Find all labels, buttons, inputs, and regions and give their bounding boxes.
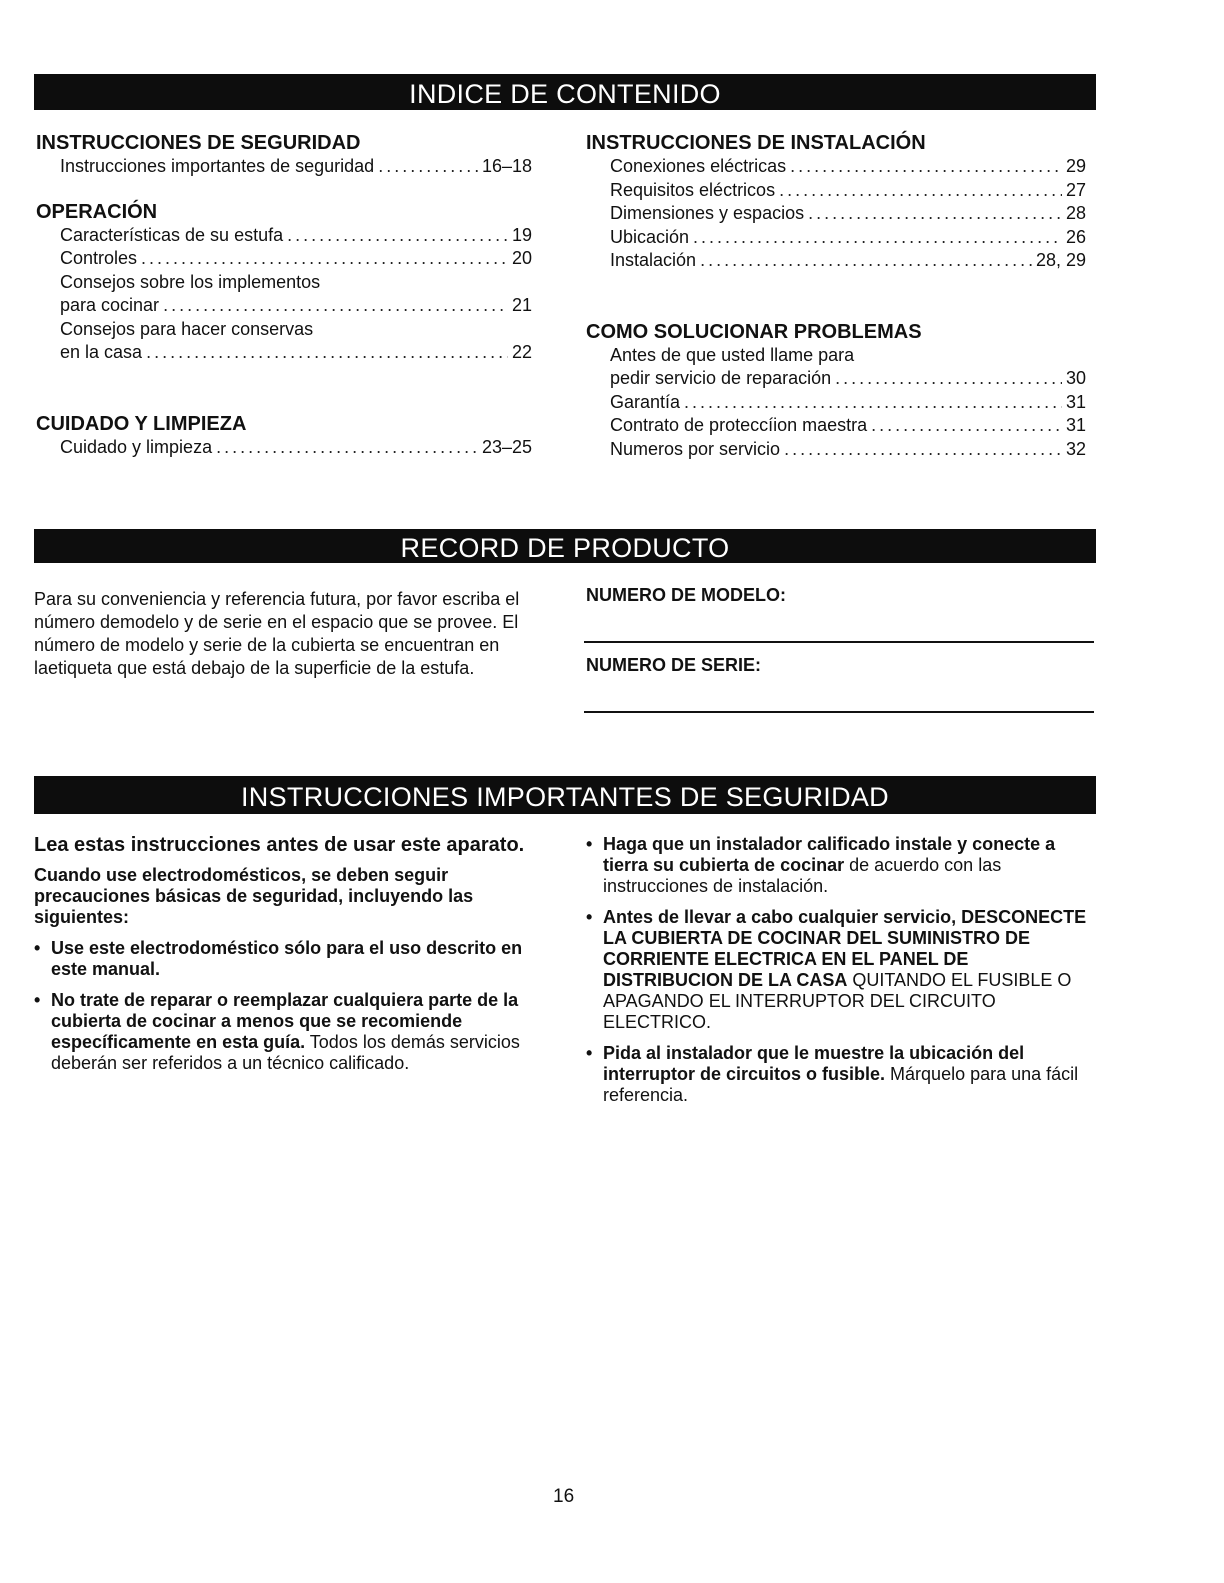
- toc-entry: para cocinar ..... 21: [36, 294, 532, 318]
- toc-entry: pedir servicio de reparación ..... 30: [586, 367, 1086, 391]
- record-paragraph: Para su conveniencia y referencia futura, por favor escriba el número demodelo y de serie en el espacio que se provee. El número de modelo y serie de la cubierta se encuentran en laetiqueta que está debajo de la superficie de la estufa.: [34, 589, 520, 678]
- toc-entry: Requisitos eléctricos ..... 27: [586, 179, 1086, 203]
- toc-entry: Ubicación ..... 26: [586, 226, 1086, 250]
- safety-bullet: • Use este electrodoméstico sólo para el uso descrito en este manual.: [34, 938, 544, 980]
- record-heading-band: [34, 529, 1096, 563]
- safety-bullet: • Haga que un instalador calificado instale y conecte a tierra su cubierta de cocinar de acuerdo con las instrucciones de instalación.: [586, 834, 1092, 897]
- safety-heading: INSTRUCCIONES IMPORTANTES DE SEGURIDAD: [241, 782, 889, 812]
- toc-entry: Instalación ..... 28, 29: [586, 249, 1086, 273]
- toc-entry: en la casa ..... 22: [36, 341, 532, 365]
- toc-section-title: INSTRUCCIONES DE INSTALACIÓN: [586, 132, 926, 154]
- toc-entry-line: Antes de que usted llame para: [610, 344, 855, 365]
- safety-intro-precautions: Cuando use electrodomésticos, se deben seguir precauciones básicas de seguridad, incluyendo las siguientes:: [34, 865, 474, 927]
- serial-number-line[interactable]: [584, 711, 1094, 713]
- toc-entry: Numeros por servicio ..... 32: [586, 438, 1086, 462]
- safety-bullet: • No trate de reparar o reemplazar cualquiera parte de la cubierta de cocinar a menos que se recomiende específicamente en esta guía. Todos los demás servicios deberán ser referidos a un técnico calificado.: [34, 990, 544, 1074]
- toc-entry: Controles ..... 20: [36, 247, 532, 271]
- model-number-line[interactable]: [584, 641, 1094, 643]
- safety-left-column: [34, 834, 544, 1084]
- toc-section-title: CUIDADO Y LIMPIEZA: [36, 412, 247, 435]
- model-number-label: NUMERO DE MODELO:: [586, 585, 786, 605]
- toc-entry: Garantía ..... 31: [586, 391, 1086, 415]
- page-number: 16: [553, 1486, 575, 1507]
- toc-entry-line: Consejos para hacer conservas: [60, 318, 314, 339]
- toc-left-column: [36, 131, 532, 459]
- toc-section-title: OPERACIÓN: [36, 200, 158, 223]
- safety-right-column: [586, 834, 1092, 1116]
- toc-entry: Instrucciones importantes de seguridad ..... 16–18: [36, 155, 532, 179]
- safety-heading-band: [34, 776, 1096, 814]
- safety-bullet: • Pida al instalador que le muestre la ubicación del interruptor de circuitos o fusible. Márquelo para una fácil referencia.: [586, 1043, 1092, 1106]
- safety-intro: Lea estas instrucciones antes de usar este aparato.: [34, 834, 525, 856]
- toc-entry: Dimensiones y espacios ..... 28: [586, 202, 1086, 226]
- toc-right-column: [586, 131, 1086, 461]
- toc-heading: INDICE DE CONTENIDO: [409, 79, 721, 109]
- toc-entry-line: Consejos sobre los implementos: [60, 271, 321, 292]
- toc-heading-band: [34, 74, 1096, 110]
- toc-entry: Conexiones eléctricas ..... 29: [586, 155, 1086, 179]
- safety-bullet-list-right: [586, 834, 1092, 1106]
- toc-entry: Cuidado y limpieza ..... 23–25: [36, 436, 532, 460]
- toc-section-title: INSTRUCCIONES DE SEGURIDAD: [36, 132, 361, 154]
- safety-bullet: • Antes de llevar a cabo cualquier servicio, DESCONECTE LA CUBIERTA DE COCINAR DEL SUMINISTRO DE CORRIENTE ELECTRICA EN EL PANEL DE DISTRIBUCION DE LA CASA QUITANDO EL FUSIBLE O APAGANDO EL INTERRUPTOR DEL CIRCUITO ELECTRICO.: [586, 907, 1092, 1033]
- toc-entry: Características de su estufa ..... 19: [36, 224, 532, 248]
- record-heading: RECORD DE PRODUCTO: [400, 533, 730, 563]
- safety-bullet-list-left: [34, 938, 544, 1074]
- serial-number-label: NUMERO DE SERIE:: [586, 655, 762, 675]
- toc-entry: Contrato de proteccíion maestra ..... 31: [586, 414, 1086, 438]
- toc-section-title: COMO SOLUCIONAR PROBLEMAS: [586, 320, 922, 343]
